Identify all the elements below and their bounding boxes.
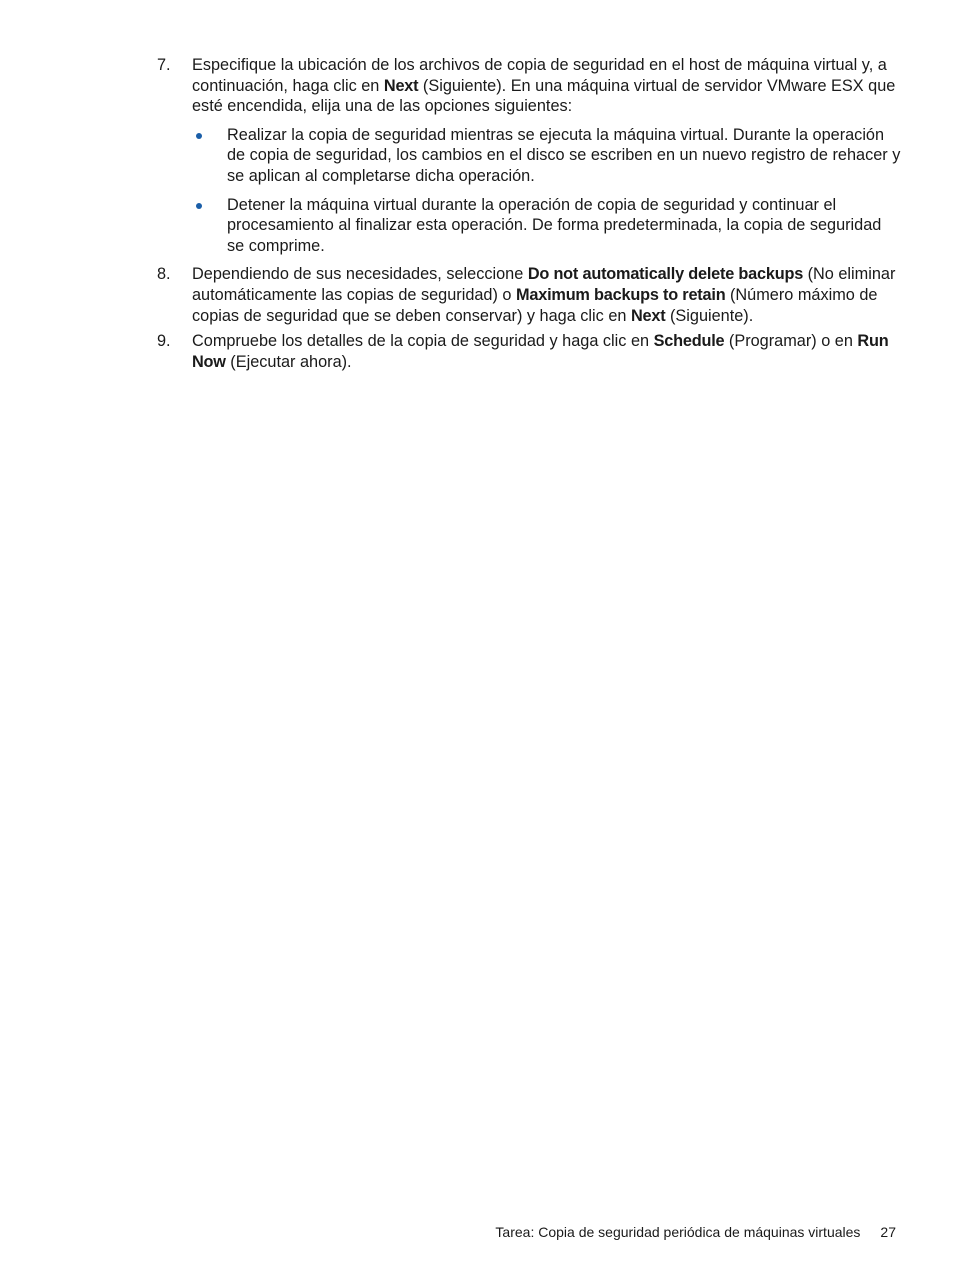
ui-term-schedule: Schedule [653,332,725,351]
page-number: 27 [880,1224,896,1240]
list-item-text: Realizar la copia de seguridad mientras se ejecuta la máquina virtual. Durante la operación de copia de seguridad, los cambios en el disco se escriben en un nuevo registro de rehacer y se aplican al completarse dicha operación. [227,125,901,185]
step-text-segment: (No eliminar automáticamente las copias de seguridad) o [192,265,896,304]
step-number: 8. [157,265,171,284]
step-text-segment: Compruebe los detalles de la copia de seguridad y haga clic en [192,332,654,351]
step-number: 7. [157,56,171,74]
page-footer [495,1223,896,1241]
step-text-segment: (Ejecutar ahora). [225,352,352,371]
list-item-text: Detener la máquina virtual durante la operación de copia de seguridad y continuar el procesamiento al finalizar esta operación. De forma predeterminada, la copia de seguridad se comprime. [227,195,882,255]
step-text-segment: Especifique la ubicación de los archivos de copia de seguridad en el host de máquina virtual y, a continuación, haga clic en [192,56,887,95]
step-text [192,331,902,372]
option-list [192,125,902,257]
list-item [192,125,902,187]
step-7 [157,55,902,256]
step-text-segment: (Siguiente). En una máquina virtual de servidor VMware ESX que esté encendida, elija una de las opciones siguientes: [192,76,896,116]
step-text [192,55,902,117]
step-9 [157,331,902,372]
procedure-steps [157,55,902,377]
ui-term-run-now: Run Now [192,332,889,371]
step-text-segment: (Programar) o en [724,332,858,351]
step-8 [157,264,902,326]
ui-term-next: Next [383,76,419,95]
step-text-segment: (Número máximo de copias de seguridad que se deben conservar) y haga clic en [192,285,878,325]
ui-term-maximum-backups: Maximum backups to retain [516,285,726,304]
step-text [192,264,902,326]
bullet-icon [196,133,202,139]
ui-term-next: Next [630,306,666,325]
footer-section-title: Tarea: Copia de seguridad periódica de máquinas virtuales [495,1224,861,1240]
ui-term-do-not-delete-backups: Do not automatically delete backups [527,265,804,284]
step-number: 9. [157,332,171,351]
list-item [192,195,902,257]
step-text-segment: (Siguiente). [665,306,754,325]
bullet-icon [196,203,202,209]
step-text-segment: Dependiendo de sus necesidades, seleccione [192,265,528,284]
